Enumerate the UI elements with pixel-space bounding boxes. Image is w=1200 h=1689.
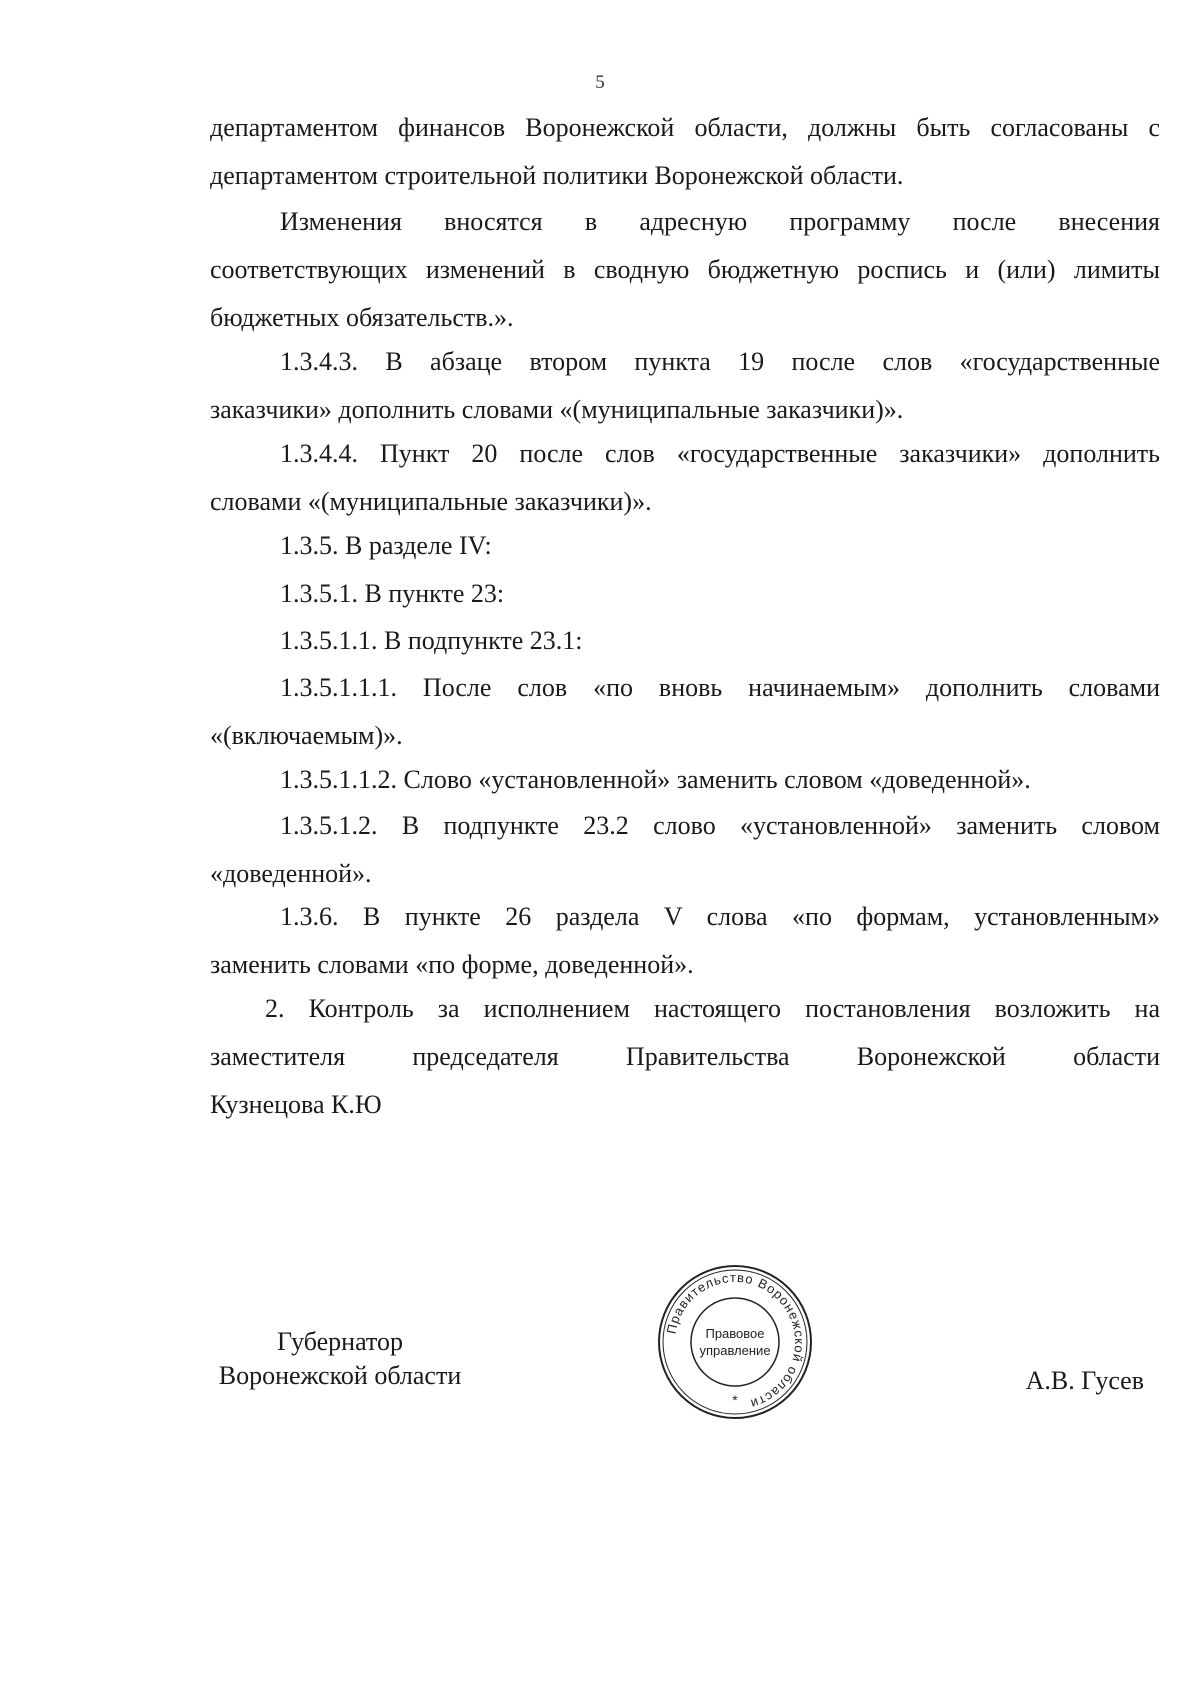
seal-outer-text: Правительство Воронежской области [663,1269,808,1412]
paragraph-control [210,985,1160,1129]
text-line: заместителя председателя Правительства Воронежской области [210,1042,1160,1071]
position-region: Воронежской области [218,1361,462,1390]
seal-inner-line2: управление [699,1343,771,1358]
text-line: Изменения вносятся в адресную программу после внесения [280,207,1160,236]
text-line: 1.3.6. В пункте 26 раздела V слова «по формам, установленным» [280,902,1160,931]
seal-star: * [732,1392,738,1408]
page-number: 5 [595,72,605,93]
text-line: 1.3.5.1.2. В подпункте 23.2 слово «установленной» заменить словом [280,811,1160,840]
text-line: департаментом строительной политики Воронежской области. [210,161,904,190]
paragraph-1-3-5-1 [210,570,1160,618]
text-line: «(включаемым)». [210,721,403,750]
text-line: 1.3.4.3. В абзаце втором пункта 19 после слов «государственные [280,347,1160,376]
text-line: 1.3.5.1.1.2. Слово «установленной» заменить словом «доведенной». [280,765,1031,794]
text-line: 1.3.5.1.1.1. После слов «по вновь начинаемым» дополнить словами [280,673,1160,702]
text-line: заказчики» дополнить словами «(муниципальные заказчики)». [210,395,904,424]
official-seal [655,1262,815,1422]
text-line: 1.3.5.1.1. В подпункте 23.1: [280,626,583,655]
paragraph-1-3-5-1-1-1 [210,664,1160,760]
paragraph-1-3-5-1-2 [210,802,1160,898]
text-line: словами «(муниципальные заказчики)». [210,487,652,516]
text-line: департаментом финансов Воронежской области, должны быть согласованы с [210,113,1160,142]
paragraph-1-3-5 [210,522,1160,570]
seal-inner-line1: Правовое [705,1326,765,1341]
paragraph-1-3-5-1-1-2 [210,756,1160,804]
text-line: заменить словами «по форме, доведенной». [210,950,694,979]
seal-icon [655,1262,815,1422]
text-line: 1.3.4.4. Пункт 20 после слов «государственные заказчики» дополнить [280,439,1160,468]
paragraph-changes [210,198,1160,342]
paragraph-continuation [210,104,1160,200]
text-line: Кузнецова К.Ю [210,1090,382,1119]
position-title: Губернатор [277,1327,403,1356]
signatory-position [205,1325,475,1393]
paragraph-1-3-6 [210,893,1160,989]
text-line: 1.3.5.1. В пункте 23: [280,579,505,608]
text-line: «доведенной». [210,859,372,888]
paragraph-1-3-4-3 [210,338,1160,434]
paragraph-1-3-5-1-1 [210,617,1160,665]
paragraph-1-3-4-4 [210,430,1160,526]
text-line: 2. Контроль за исполнением настоящего постановления возложить на [265,994,1160,1023]
signatory-name: А.В. Гусев [1025,1366,1144,1395]
text-line: соответствующих изменений в сводную бюджетную роспись и (или) лимиты [210,255,1160,284]
text-line: 1.3.5. В разделе IV: [280,531,492,560]
text-line: бюджетных обязательств.». [210,303,514,332]
